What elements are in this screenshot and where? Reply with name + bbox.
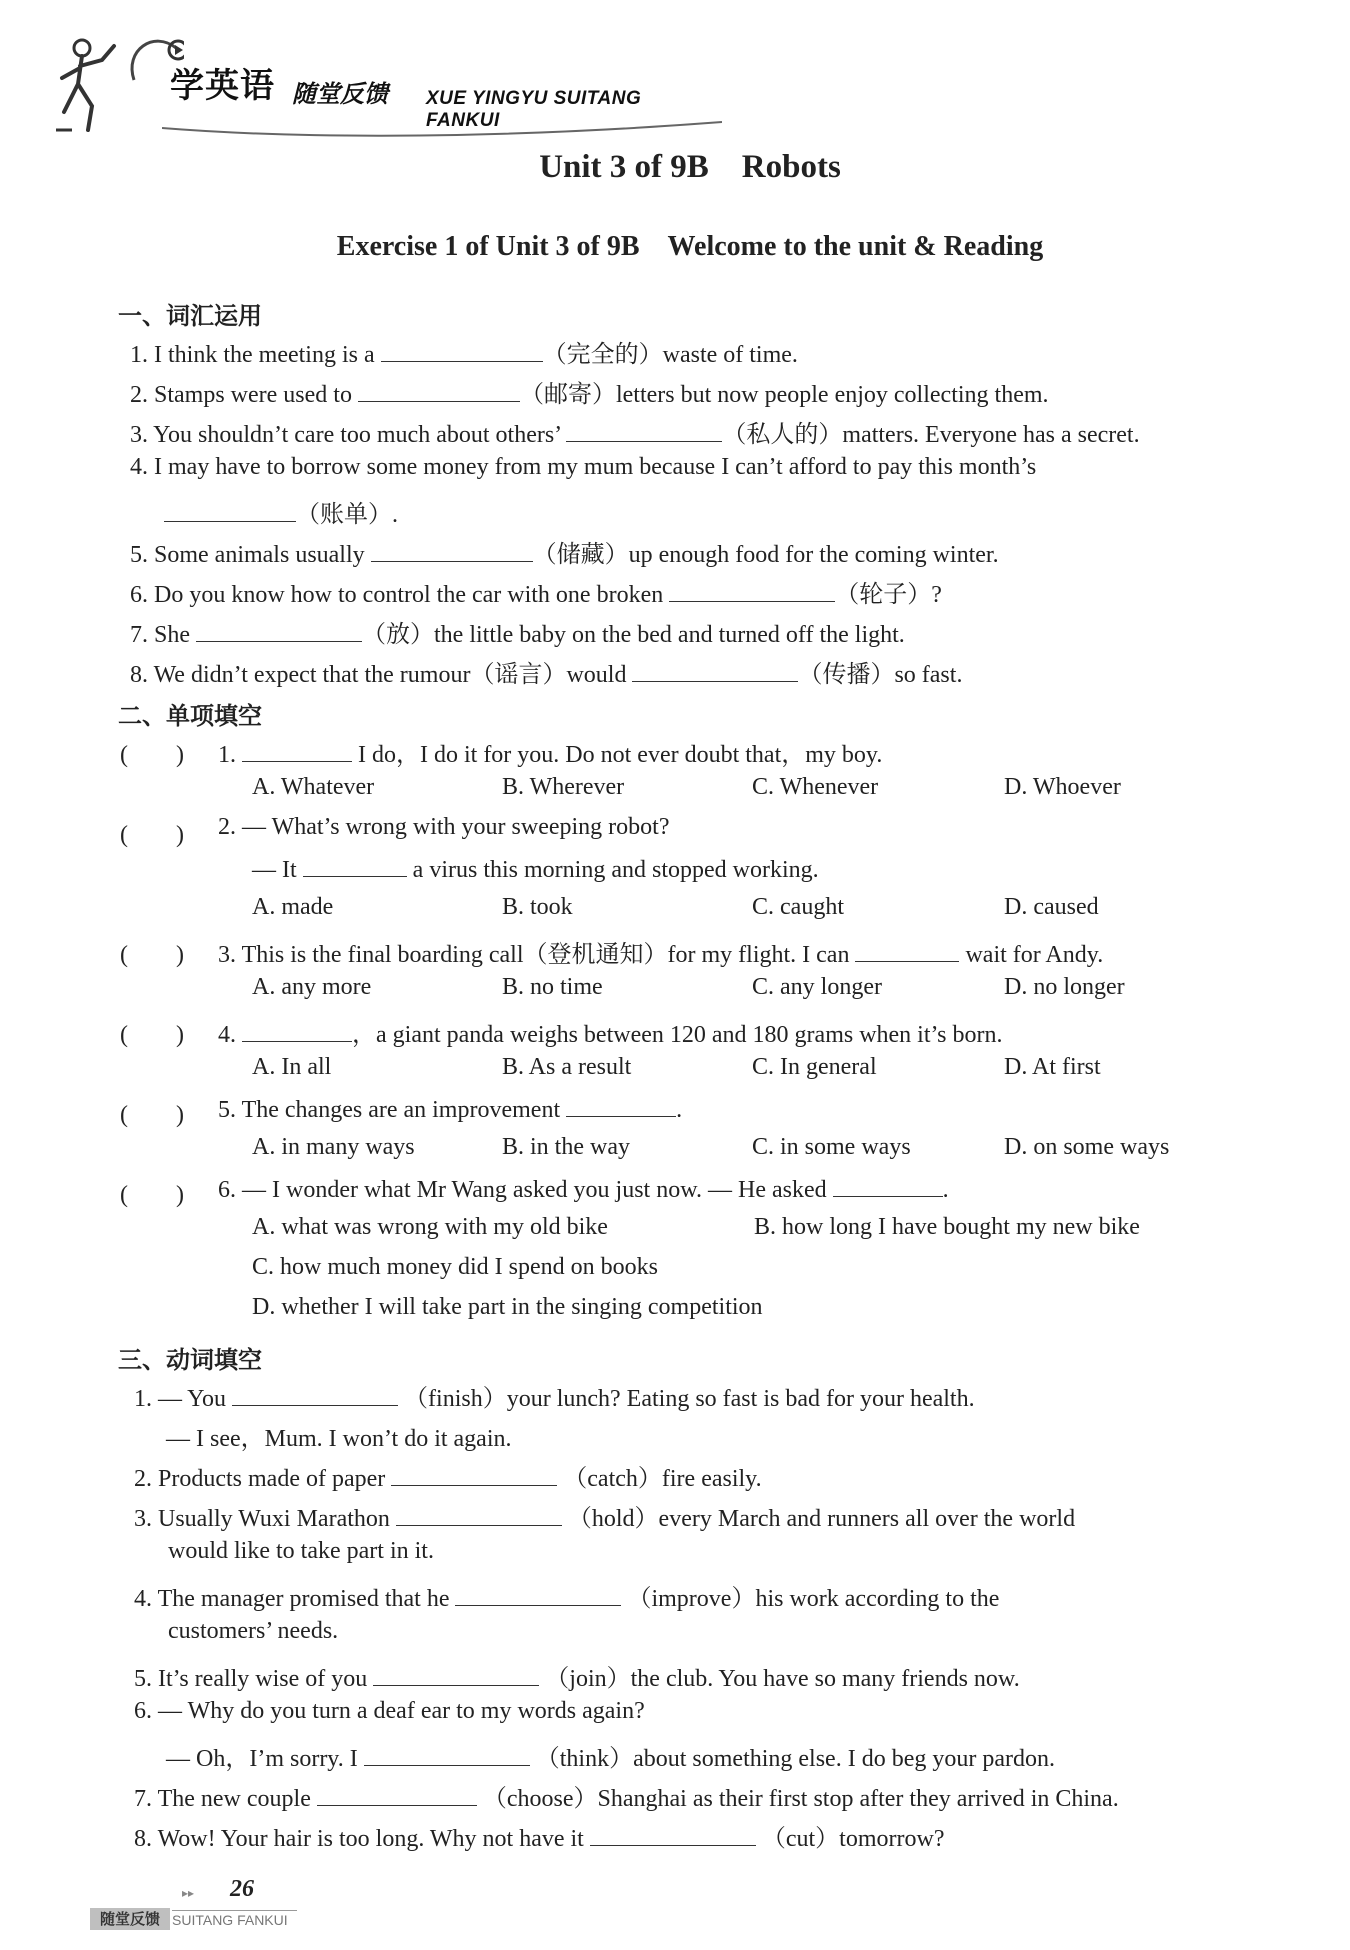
option-d[interactable]: D. no longer (1004, 974, 1125, 1000)
answer-paren[interactable]: ( ) (120, 742, 184, 768)
footer-tag: 随堂反馈 (90, 1908, 170, 1930)
list-item: 5. Some animals usually （储藏）up enough food for the coming winter. (130, 534, 999, 569)
question-line: 2. — What’s wrong with your sweeping robot? (218, 814, 670, 840)
footer-tag-en: SUITANG FANKUI (172, 1912, 288, 1928)
option-d[interactable]: D. on some ways (1004, 1134, 1170, 1160)
section-verb-fill-title: 三、动词填空 (118, 1346, 262, 1374)
list-item: 1. — You （finish）your lunch? Eating so fast is bad for your health. (134, 1378, 975, 1413)
list-item: 6. Do you know how to control the car with one broken （轮子）? (130, 574, 942, 609)
answer-blank[interactable] (590, 1823, 756, 1846)
list-item: 1. I think the meeting is a （完全的）waste of time. (130, 334, 798, 369)
brand-title-cn: 学英语 (170, 66, 275, 106)
answer-blank[interactable] (371, 539, 533, 562)
list-item: 2. Products made of paper （catch）fire easily. (134, 1458, 762, 1493)
option-a[interactable]: A. In all (252, 1054, 332, 1080)
option-d[interactable]: D. caused (1004, 894, 1099, 920)
option-a[interactable]: A. in many ways (252, 1134, 415, 1160)
list-item: — I see，Mum. I won’t do it again. (166, 1426, 512, 1452)
brand-title-en: XUE YINGYU SUITANG FANKUI (426, 88, 642, 131)
option-b[interactable]: B. As a result (502, 1054, 632, 1080)
answer-blank[interactable] (358, 379, 520, 402)
option-a[interactable]: A. what was wrong with my old bike (252, 1214, 608, 1240)
option-b[interactable]: B. Wherever (502, 774, 625, 800)
list-item: 7. The new couple （choose）Shanghai as their first stop after they arrived in China. (134, 1778, 1119, 1813)
question-line: — It a virus this morning and stopped working. (252, 854, 819, 884)
swoosh-decoration (162, 118, 722, 138)
answer-paren[interactable]: ( ) (120, 1102, 184, 1128)
brand-subtitle-cn: 随堂反馈 (292, 80, 388, 108)
answer-blank[interactable] (391, 1463, 557, 1486)
page-header (52, 28, 692, 138)
list-item: 6. — Why do you turn a deaf ear to my words again? (134, 1698, 645, 1724)
answer-blank[interactable] (833, 1174, 943, 1197)
answer-blank[interactable] (396, 1503, 562, 1526)
footer-arrows-icon: ▸▸ (182, 1886, 195, 1900)
option-b[interactable]: B. how long I have bought my new bike (754, 1214, 1140, 1240)
option-d[interactable]: D. whether I will take part in the singing competition (252, 1294, 763, 1320)
runner-logo-icon (52, 34, 132, 134)
answer-blank[interactable] (164, 499, 296, 522)
list-item: 8. Wow! Your hair is too long. Why not have it （cut）tomorrow? (134, 1818, 944, 1853)
answer-blank[interactable] (303, 854, 407, 877)
list-item: would like to take part in it. (168, 1538, 434, 1564)
option-c[interactable]: C. In general (752, 1054, 877, 1080)
unit-title: Unit 3 of 9B Robots (539, 149, 841, 185)
option-c[interactable]: C. how much money did I spend on books (252, 1254, 658, 1280)
question-line: 3. This is the final boarding call（登机通知）for my flight. I can wait for Andy. (218, 934, 1103, 969)
answer-paren[interactable]: ( ) (120, 1022, 184, 1048)
answer-blank[interactable] (381, 339, 543, 362)
answer-blank[interactable] (317, 1783, 477, 1806)
option-b[interactable]: B. no time (502, 974, 603, 1000)
exercise-title: Exercise 1 of Unit 3 of 9B Welcome to the unit & Reading (336, 231, 1044, 262)
option-c[interactable]: C. caught (752, 894, 844, 920)
option-c[interactable]: C. in some ways (752, 1134, 911, 1160)
option-d[interactable]: D. Whoever (1004, 774, 1121, 800)
answer-blank[interactable] (669, 579, 835, 602)
option-a[interactable]: A. Whatever (252, 774, 375, 800)
answer-blank[interactable] (364, 1743, 530, 1766)
answer-paren[interactable]: ( ) (120, 822, 184, 848)
option-b[interactable]: B. in the way (502, 1134, 630, 1160)
list-item: 4. I may have to borrow some money from my mum because I can’t afford to pay this month’s (130, 454, 1037, 480)
answer-blank[interactable] (373, 1663, 539, 1686)
list-item: 2. Stamps were used to （邮寄）letters but now people enjoy collecting them. (130, 374, 1049, 409)
footer-divider (172, 1910, 297, 1911)
list-item: 8. We didn’t expect that the rumour（谣言）would （传播）so fast. (130, 654, 962, 689)
option-d[interactable]: D. At first (1004, 1054, 1101, 1080)
answer-blank[interactable] (566, 419, 722, 442)
list-item: 7. She （放）the little baby on the bed and turned off the light. (130, 614, 905, 649)
answer-paren[interactable]: ( ) (120, 1182, 184, 1208)
answer-blank[interactable] (232, 1383, 398, 1406)
option-b[interactable]: B. took (502, 894, 573, 920)
answer-blank[interactable] (566, 1094, 676, 1117)
list-item: 5. It’s really wise of you （join）the club. You have so many friends now. (134, 1658, 1020, 1693)
answer-blank[interactable] (632, 659, 798, 682)
answer-blank[interactable] (242, 739, 352, 762)
answer-paren[interactable]: ( ) (120, 942, 184, 968)
answer-blank[interactable] (196, 619, 362, 642)
option-a[interactable]: A. made (252, 894, 334, 920)
list-item: 4. The manager promised that he （improve）his work according to the (134, 1578, 999, 1613)
option-c[interactable]: C. any longer (752, 974, 882, 1000)
list-item: 3. You shouldn’t care too much about others’ （私人的）matters. Everyone has a secret. (130, 414, 1140, 449)
list-item: customers’ needs. (168, 1618, 339, 1644)
section-multiple-choice-title: 二、单项填空 (118, 702, 262, 730)
answer-blank[interactable] (455, 1583, 621, 1606)
page-number: 26 (230, 1876, 254, 1902)
answer-blank[interactable] (855, 939, 959, 962)
question-line: 1. I do，I do it for you. Do not ever doubt that，my boy. (218, 734, 882, 769)
option-a[interactable]: A. any more (252, 974, 372, 1000)
list-item: 3. Usually Wuxi Marathon （hold）every March and runners all over the world (134, 1498, 1075, 1533)
question-line: 4. ，a giant panda weighs between 120 and 180 grams when it’s born. (218, 1014, 1003, 1049)
option-c[interactable]: C. Whenever (752, 774, 879, 800)
section-vocabulary-title: 一、词汇运用 (118, 302, 262, 330)
answer-blank[interactable] (242, 1019, 352, 1042)
list-item: （账单）. (164, 494, 398, 529)
list-item: — Oh，I’m sorry. I （think）about something else. I do beg your pardon. (166, 1738, 1055, 1773)
question-line: 5. The changes are an improvement . (218, 1094, 682, 1124)
question-line: 6. — I wonder what Mr Wang asked you just now. — He asked . (218, 1174, 949, 1204)
